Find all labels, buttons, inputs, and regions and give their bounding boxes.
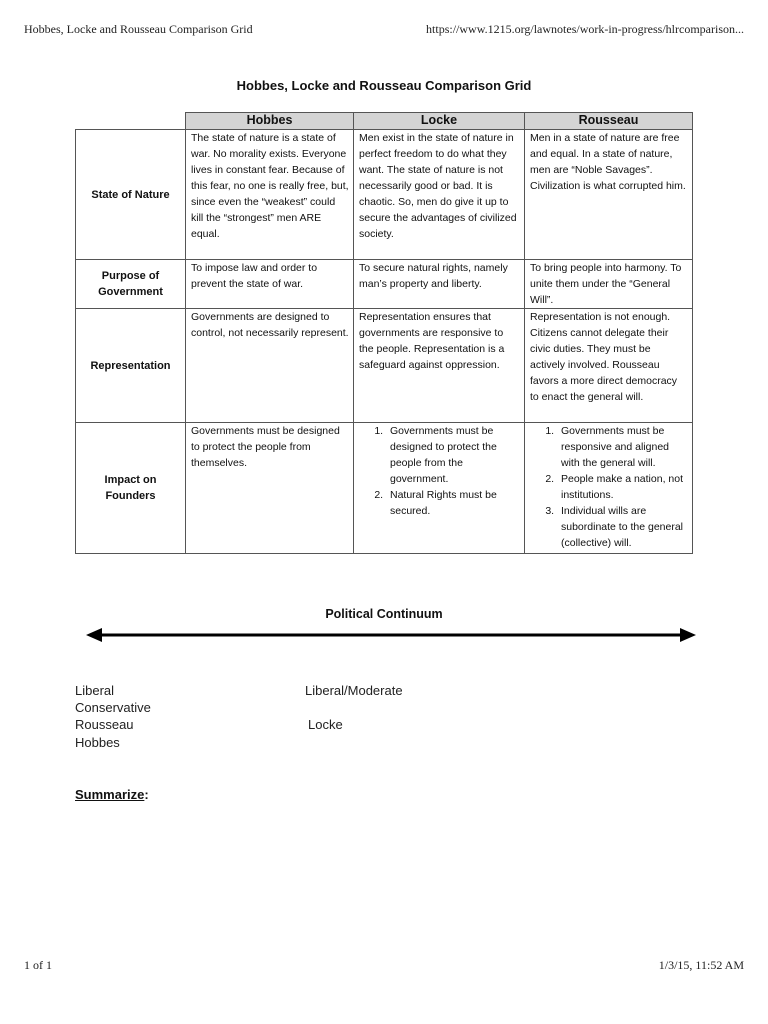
column-header-rousseau: Rousseau bbox=[525, 113, 693, 130]
print-timestamp: 1/3/15, 11:52 AM bbox=[658, 958, 744, 972]
cell-rousseau-impact bbox=[525, 423, 693, 554]
continuum-label-hobbes: Hobbes bbox=[75, 735, 120, 750]
print-header-url: https://www.1215.org/lawnotes/work-in-progress/hlrcomparison... bbox=[426, 22, 744, 36]
row-label-impact-on-founders bbox=[76, 423, 186, 554]
row-label-representation: Representation bbox=[76, 309, 186, 423]
double-arrow-icon bbox=[86, 624, 696, 646]
row-label-line: Impact on bbox=[104, 474, 157, 486]
list-item: 1. Governments must be responsive and aligned with the general will. bbox=[557, 423, 688, 471]
continuum-label-conservative: Conservative bbox=[75, 700, 151, 715]
table-row-state-of-nature bbox=[76, 130, 693, 260]
cell-locke-representation: Representation ensures that governments are responsive to the people. Representation is a safeguard against oppression. bbox=[354, 309, 525, 423]
table-row-purpose-of-government bbox=[76, 260, 693, 309]
header-blank-cell bbox=[76, 113, 186, 130]
locke-impact-list bbox=[359, 423, 520, 519]
cell-hobbes-impact: Governments must be designed to protect the people from themselves. bbox=[186, 423, 354, 554]
cell-locke-state-of-nature: Men exist in the state of nature in perfect freedom to do what they want. The state of nature is not necessarily good or bad. It is chaotic. So, men do give it up to secure the advantages of civilized society. bbox=[354, 130, 525, 260]
summarize-colon: : bbox=[144, 787, 149, 802]
cell-rousseau-state-of-nature: Men in a state of nature are free and equal. In a state of nature, men are “Noble Savages”. Civilization is what corrupted him. bbox=[525, 130, 693, 260]
cell-hobbes-state-of-nature: The state of nature is a state of war. No morality exists. Everyone lives in constant fear. Because of this fear, no one is really free, but, since even the “weakest” could kill the “strongest” men ARE equal. bbox=[186, 130, 354, 260]
row-label-line: Purpose of bbox=[101, 270, 160, 282]
table-header-row bbox=[76, 113, 693, 130]
comparison-table bbox=[75, 112, 693, 554]
table-row-representation bbox=[76, 309, 693, 423]
cell-locke-impact bbox=[354, 423, 525, 554]
summarize-label: Summarize bbox=[75, 787, 145, 802]
cell-rousseau-purpose: To bring people into harmony. To unite them under the “General Will”. bbox=[525, 260, 693, 309]
list-item: 3. Individual wills are subordinate to the general (collective) will. bbox=[557, 503, 688, 551]
table-row-impact-on-founders bbox=[76, 423, 693, 554]
print-header-title: Hobbes, Locke and Rousseau Comparison Grid bbox=[24, 22, 253, 36]
cell-hobbes-purpose: To impose law and order to prevent the state of war. bbox=[186, 260, 354, 309]
row-label-state-of-nature: State of Nature bbox=[76, 130, 186, 260]
continuum-label-liberal: Liberal bbox=[75, 683, 115, 698]
column-header-hobbes: Hobbes bbox=[186, 113, 354, 130]
cell-hobbes-representation: Governments are designed to control, not necessarily represent. bbox=[186, 309, 354, 423]
rousseau-impact-list bbox=[530, 423, 688, 551]
cell-rousseau-representation: Representation is not enough. Citizens cannot delegate their civic duties. They must be actively involved. Rousseau favors a more direct democracy to enact the general will. bbox=[525, 309, 693, 423]
continuum-title: Political Continuum bbox=[325, 607, 443, 621]
summarize-heading bbox=[75, 787, 149, 802]
document-title: Hobbes, Locke and Rousseau Comparison Grid bbox=[236, 78, 532, 93]
page-count: 1 of 1 bbox=[24, 958, 52, 972]
row-label-line: Government bbox=[98, 286, 163, 298]
continuum-label-liberal-moderate: Liberal/Moderate bbox=[305, 683, 403, 698]
list-item: 2. Natural Rights must be secured. bbox=[386, 487, 520, 519]
list-item: 1. Governments must be designed to protect the people from the government. bbox=[386, 423, 520, 487]
list-item: 2. People make a nation, not institutions. bbox=[557, 471, 688, 503]
row-label-purpose-of-government bbox=[76, 260, 186, 309]
column-header-locke: Locke bbox=[354, 113, 525, 130]
continuum-label-locke: Locke bbox=[308, 717, 343, 732]
row-label-line: Founders bbox=[105, 490, 156, 502]
continuum-label-rousseau: Rousseau bbox=[75, 717, 134, 732]
cell-locke-purpose: To secure natural rights, namely man’s property and liberty. bbox=[354, 260, 525, 309]
